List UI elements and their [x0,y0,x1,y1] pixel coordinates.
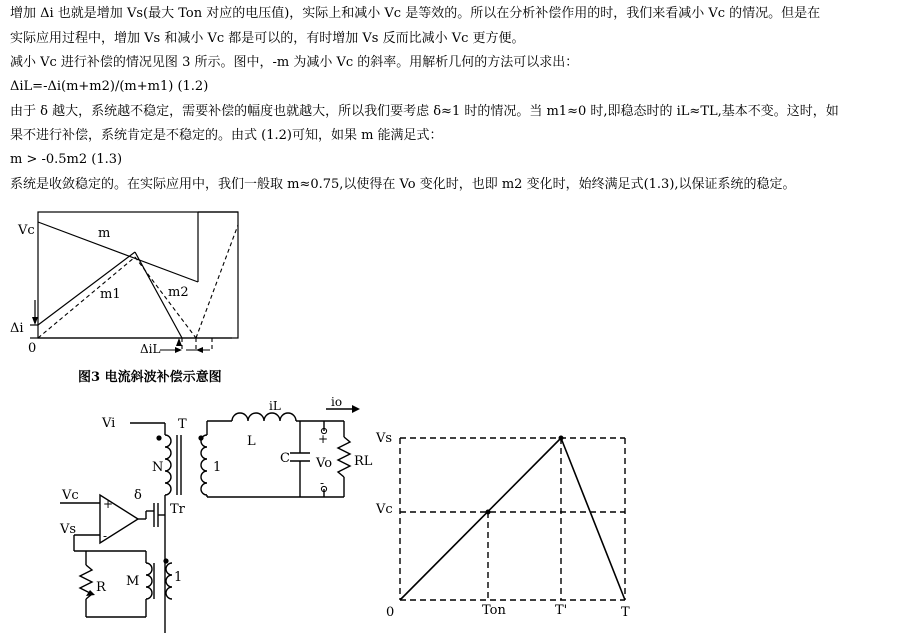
slope-m-line [38,222,198,282]
ramp-fall-line [561,438,625,600]
fig3-delta-il-label: ΔiL [140,342,161,356]
primary-n-label: N [152,460,164,475]
fig3-m1-label: m1 [100,287,121,302]
fig3-delta-i-label: Δi [10,321,24,336]
comparator-vc-label: Vc [62,488,79,503]
io-label: io [331,395,343,409]
para-line-3: 减小 Vc 进行补偿的情况见图 3 所示。图中，-m 为减小 Vc 的斜率。用解析几何的方法可以求出： [10,55,579,70]
load-resistor [338,437,350,477]
graph-t-label: T [621,605,630,620]
fig3-vc-label: Vc [18,223,35,238]
inductor-l-label: L [247,434,256,449]
vo-label: Vo [316,456,333,471]
il-label: iL [269,399,281,413]
duty-delta-label: δ [134,488,142,503]
fig3-caption: 图3 电流斜波补偿示意图 [78,370,222,385]
comparator-plus-label: + [103,497,114,511]
para-line-6: 果不进行补偿，系统肯定是不稳定的。由式 (1.2)可知，如果 m 能满足式： [10,128,443,143]
graph-vs-label: Vs [376,431,393,446]
fig3-m-label: m [98,226,111,241]
ramp-1-label: 1 [174,570,183,585]
comparator-vs-label: Vs [60,522,77,537]
vo-minus-label: - [320,476,325,490]
graph-origin-label: 0 [386,605,395,620]
transformer-t-label: T [178,417,187,432]
switch-tr-label: Tr [170,502,185,517]
fig3-origin-label: 0 [28,341,37,356]
primary-winding [165,435,171,495]
output-inductor [232,413,296,421]
ramp-r-label: R [96,580,106,595]
equation-1-3: m > -0.5m2 (1.3) [10,152,123,167]
load-rl-label: RL [354,454,373,469]
graph-ton-label: Ton [482,603,506,618]
ramp-m-label: M [126,574,140,589]
ramp-winding-m [146,563,152,599]
fig3-frame [38,212,238,338]
equation-1-2: ΔiL=-Δi(m+m2)/(m+m1) (1.2) [10,79,209,94]
secondary-1-label: 1 [213,460,222,475]
slope-compensation-figure [0,200,260,390]
ramp-timing-graph [370,420,640,628]
fig3-m2-label: m2 [168,285,189,300]
vi-label: Vi [102,416,116,431]
vo-plus-label: + [318,432,329,446]
para-line-8: 系统是收敛稳定的。在实际应用中，我们一般取 m≈0.75,以使得在 Vo 变化时，也即 m2 变化时，始终满足式(1.3),以保证系统的稳定。 [10,177,796,192]
graph-tprime-label: T' [555,603,568,618]
capacitor-c-label: C [280,451,290,466]
graph-vc-label: Vc [376,502,393,517]
comparator-minus-label: - [103,529,108,543]
forward-converter-schematic [50,395,380,633]
para-line-5: 由于 δ 越大，系统越不稳定，需要补偿的幅度也就越大，所以我们要考虑 δ≈1 时的情况。当 m1≈0 时,即稳态时的 iL≈TL,基本不变。这时，如 [10,104,839,119]
para-line-1: 增加 Δi 也就是增加 Vs(最大 Ton 对应的电压值)，实际上和减小 Vc 是等效的。所以在分析补偿作用的时，我们来看减小 Vc 的情况。但是在 [10,6,821,21]
secondary-winding [201,435,207,495]
para-line-2: 实际应用过程中，增加 Vs 和减小 Vc 都是可以的，有时增加 Vs 反而比减小 Vc 更方便。 [10,31,525,46]
ramp-rise-line [400,438,561,600]
